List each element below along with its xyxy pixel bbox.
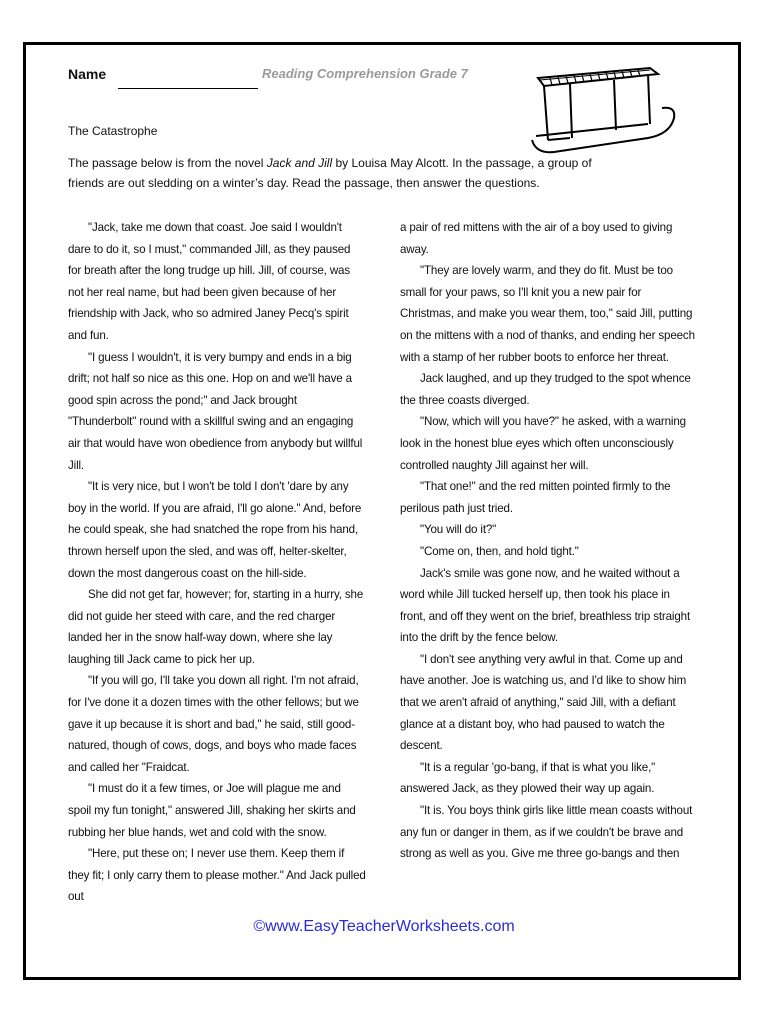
passage-paragraph: "If you will go, I'll take you down all right. I'm not afraid, for I've done it a dozen times with the other fellows; but we gave it up because it is short and bad," he said, still good-natured, though of cows, dogs, and boys who made faces and called her "Fraidcat. xyxy=(68,674,359,774)
passage-paragraph: "You will do it?" xyxy=(420,523,497,537)
passage-paragraph: "It is very nice, but I won't be told I don't 'dare by any boy in the world. If you are afraid, I'll go alone." And, before he could speak, she had snatched the rope from his hand, thrown herself upon the sled, and was off, helter-skelter, down the most dangerous coast on the hill-side. xyxy=(68,480,362,580)
name-blank-line[interactable] xyxy=(118,88,258,89)
passage-paragraph: "That one!" and the red mitten pointed firmly to the perilous path just tried. xyxy=(400,480,671,515)
passage-paragraph: Jack's smile was gone now, and he waited without a word while Jill tucked herself up, then took his place in front, and off they went on the brief, breathless trip straight into the drift by the fence below. xyxy=(400,566,691,645)
passage-paragraph: "It is a regular 'go-bang, if that is what you like," answered Jack, as they plowed their way up again. xyxy=(400,760,656,796)
passage-paragraph: "Here, put these on; I never use them. Keep them if they fit; I only carry them to please mother." And Jack pulled out xyxy=(68,847,366,904)
passage-paragraph: "Now, which will you have?" he asked, with a warning look in the honest blue eyes which often unconsciously controlled naughty Jill against her will. xyxy=(400,415,686,472)
name-label: Name xyxy=(68,66,107,82)
sled-illustration-icon xyxy=(530,60,680,160)
passage-right-column xyxy=(400,217,698,865)
passage-paragraph: "It is. You boys think girls like little mean coasts without any fun or danger in them, as if we couldn't be brave and strong as well as you. Give me three go-bangs and then xyxy=(400,804,693,861)
story-title: The Catastrophe xyxy=(68,124,158,138)
passage-paragraph: "Jack, take me down that coast. Joe said I wouldn't dare to do it, so I must," commanded Jill, as they paused for breath after the long trudge up hill. Jill, of course, was not her real name, but had been given because of her friendship with Jack, who so admired Janey Pecq's spirit and fun. xyxy=(68,221,351,342)
passage-paragraph: "They are lovely warm, and they do fit. Must be too small for your paws, so I'll knit you a new pair for Christmas, and make you wear them, too," said Jill, putting on the mittens with a nod of thanks, and ending her speech with a stamp of her rubber boots to enforce her threat. xyxy=(400,264,695,364)
footer-website-link[interactable]: ©www.EasyTeacherWorksheets.com xyxy=(253,918,515,935)
intro-text: The passage below is from the novel Jack and Jill by Louisa May Alcott. In the passage, a group offriends are out sledding on a winter’s day. Read the passage, then answer the questions. xyxy=(68,156,592,190)
book-title: Jack and Jill xyxy=(266,156,333,170)
passage-paragraph: "I guess I wouldn't, it is very bumpy and ends in a big drift; not half so nice as this one. Hop on and we'll have a good spin across the pond;" and Jack brought "Thunderbolt" round with a skillful swing and an engaging air that would have won obedience from anybody but willful Jill. xyxy=(68,350,363,472)
passage-paragraph: Jack laughed, and up they trudged to the spot whence the three coasts diverged. xyxy=(400,372,691,407)
passage-paragraph: a pair of red mittens with the air of a boy used to giving away. xyxy=(400,221,673,256)
passage-paragraph: "I don't see anything very awful in that. Come up and have another. Joe is watching us, and I'd like to show him that we aren't afraid of anything," said Jill, with a defiant glance at a distant boy, who had paused to watch the descent. xyxy=(400,652,687,753)
passage-paragraph: She did not get far, however; for, starting in a hurry, she did not guide her steed with care, and the red charger landed her in the snow half-way down, where she lay laughing till Jack came to pick her up. xyxy=(68,588,364,666)
passage-paragraph: "I must do it a few times, or Joe will plague me and spoil my fun tonight," answered Jill, shaking her skirts and rubbing her blue hands, wet and cold with the snow. xyxy=(68,782,356,839)
passage-paragraph: "Come on, then, and hold tight." xyxy=(420,544,579,558)
worksheet-subject: Reading Comprehension Grade 7 xyxy=(262,66,468,81)
passage-left-column xyxy=(68,217,366,908)
